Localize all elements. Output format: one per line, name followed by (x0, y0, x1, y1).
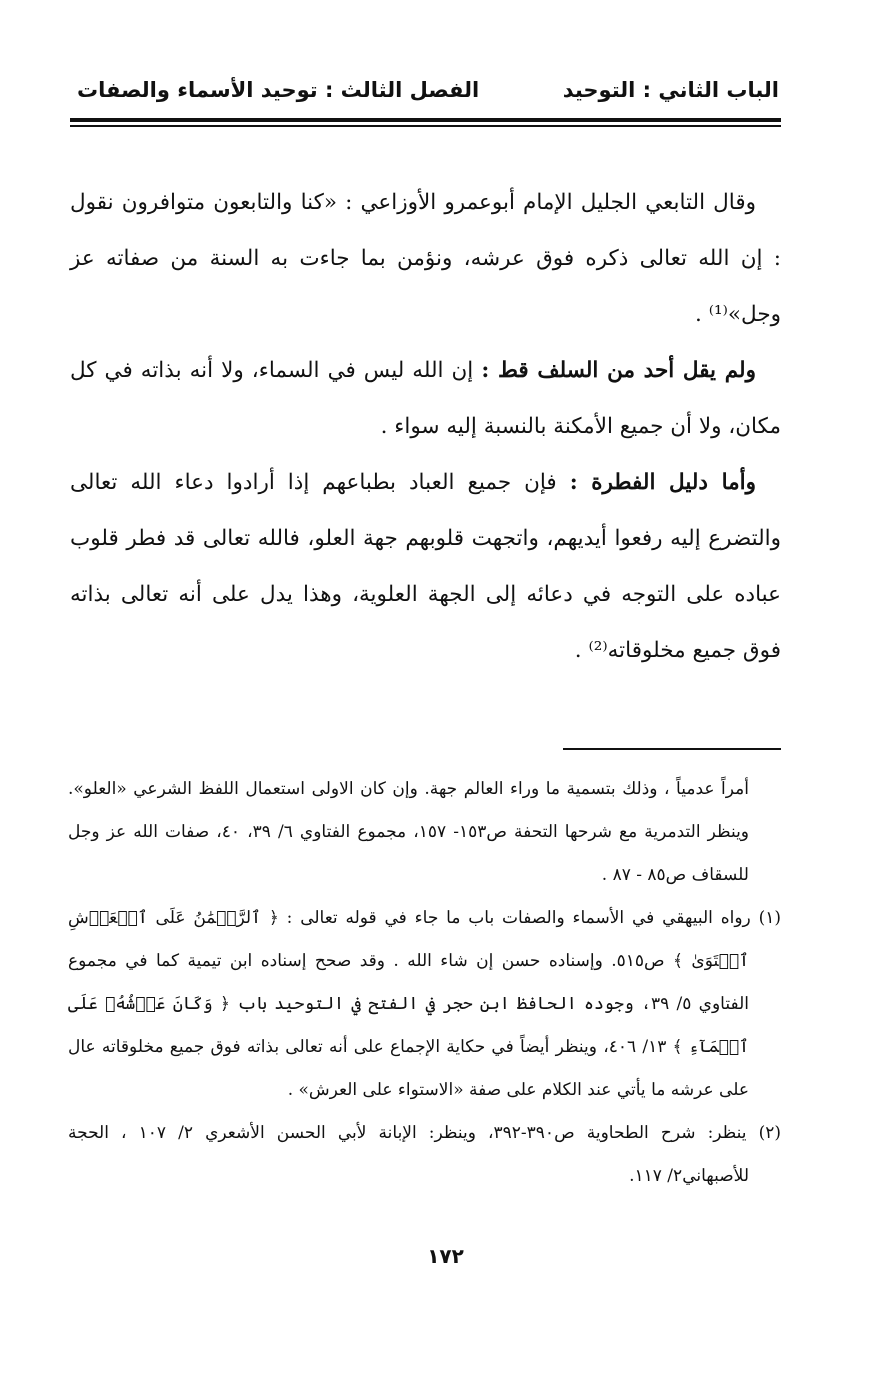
paragraph-awzai-quote: وقال التابعي الجليل الإمام أبوعمرو الأوزاعي : «كنا والتابعون متوافرون نقول : إن الله تعالى ذكره فوق عرشه، ونؤمن بما جاءت به السنة من صفاته عز وجل»⁽¹⁾ . (70, 190, 781, 327)
header-rule-thick (70, 118, 781, 122)
paragraph-salaf-lead: ولم يقل أحد من السلف قط : (481, 358, 756, 383)
page-number: ١٧٢ (427, 1244, 464, 1268)
main-text (70, 175, 781, 679)
footnotes (68, 768, 781, 1198)
paragraph-salaf (70, 343, 781, 455)
running-header-section: الفصل الثالث : توحيد الأسماء والصفات (77, 78, 480, 102)
paragraph-fitra (70, 455, 781, 679)
footnote-2: (٢) ينظر: شرح الطحاوية ص٣٩٠-٣٩٢، وينظر: الإبانة لأبي الحسن الأشعري ٢/ ١٠٧ ، الحجة للأصبهاني٢/ ١١٧. (68, 1123, 781, 1186)
paragraph-fitra-lead: وأما دليل الفطرة : (569, 470, 756, 495)
footnote-1: (١) رواه البيهقي في الأسماء والصفات باب ما جاء في قوله تعالى : ﴿ ٱلرَّحۡمَٰنُ عَلَى ٱلۡعَرۡشِ ٱسۡتَوَىٰ ﴾ ص٥١٥. وإسناده حسن إن شاء الله . وقد صحح إسناده ابن تيمية كما في مجموع الفتاوي ٥/ ٣٩، وجوده الحافظ ابن حجر في الفتح في التوحيد باب ﴿ وَكَانَ عَرۡشُهُۥ عَلَى ٱلۡمَآءِ ﴾ ١٣/ ٤٠٦، وينظر أيضاً في حكاية الإجماع على أنه تعالى بذاته فوق جميع مخلوقاته عال على عرشه ما يأتي عند الكلام على صفة «الاستواء على العرش» . (68, 908, 781, 1100)
footnote-separator (563, 748, 781, 750)
running-header-chapter: الباب الثاني : التوحيد (562, 78, 779, 102)
paragraph-salaf-text: إن الله ليس في السماء، ولا أنه بذاته في كل مكان، ولا أن جميع الأمكنة بالنسبة إليه سواء . (70, 358, 781, 439)
paragraph-fitra-text: فإن جميع العباد بطباعهم إذا أرادوا دعاء الله تعالى والتضرع إليه رفعوا أيديهم، واتجهت قلوبهم جهة العلو، فالله تعالى قد فطر قلوب عباده على التوجه في دعائه إلى الجهة العلوية، وهذا يدل على أنه تعالى بذاته فوق جميع مخلوقاته⁽²⁾ . (70, 470, 781, 663)
header-rule-thin (70, 125, 781, 127)
footnote-continued: أمراً عدمياً ، وذلك بتسمية ما وراء العالم جهة. وإن كان الاولى استعمال اللفظ الشرعي «العلو». وينظر التدمرية مع شرحها التحفة ص١٥٣- ١٥٧، مجموع الفتاوي ٦/ ٣٩، ٤٠، صفات الله عز وجل للسقاف ص٨٥ - ٨٧ . (68, 779, 750, 885)
